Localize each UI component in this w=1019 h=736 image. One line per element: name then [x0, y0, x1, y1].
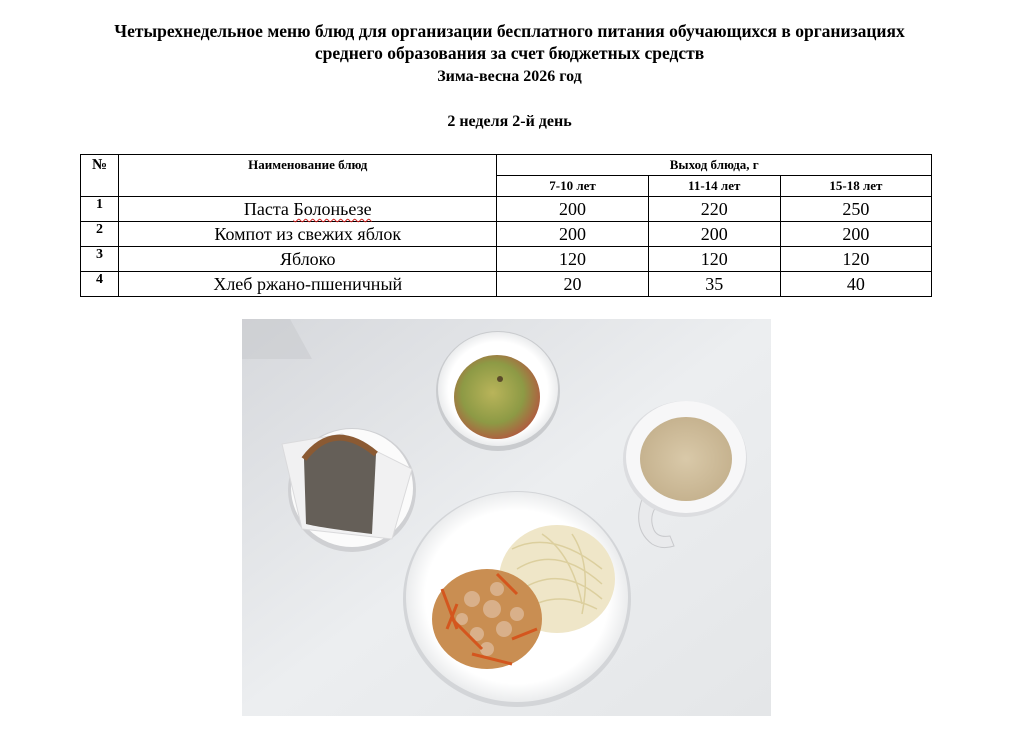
table-row	[81, 247, 932, 272]
compote-liquid	[640, 417, 732, 501]
week-day-label: 2 неделя 2-й день	[447, 113, 572, 130]
header-age-11-14: 11-14 лет	[648, 176, 780, 197]
apple	[454, 355, 540, 439]
header-age-7-10: 7-10 лет	[497, 176, 648, 197]
row-number: 2	[81, 222, 119, 247]
title-line-2: среднего образования за счет бюджетных средств	[314, 43, 705, 63]
yield-7-10: 200	[497, 197, 648, 222]
yield-7-10: 120	[497, 247, 648, 272]
apple-bowl	[436, 331, 560, 451]
season-label: Зима-весна 2026 год	[437, 68, 582, 85]
pasta-plate	[403, 491, 631, 707]
bread-slice	[304, 438, 376, 534]
dish-name-part: Паста	[243, 199, 294, 219]
header-num: №	[81, 155, 119, 197]
yield-15-18: 250	[780, 197, 931, 222]
meal-photo	[242, 319, 771, 716]
row-number: 4	[81, 272, 119, 297]
table-row	[81, 222, 932, 247]
yield-11-14: 200	[648, 222, 780, 247]
yield-11-14: 35	[648, 272, 780, 297]
header-dish-name: Наименование блюд	[119, 155, 497, 197]
table-row	[81, 272, 932, 297]
yield-15-18: 200	[780, 222, 931, 247]
table-header-row	[81, 155, 932, 176]
menu-table	[80, 154, 932, 297]
dish-name: Яблоко	[119, 247, 497, 272]
yield-11-14: 120	[648, 247, 780, 272]
yield-7-10: 200	[497, 222, 648, 247]
table-row	[81, 197, 932, 222]
document-title	[0, 20, 1019, 64]
yield-15-18: 40	[780, 272, 931, 297]
yield-15-18: 120	[780, 247, 931, 272]
dish-name: Хлеб ржано-пшеничный	[119, 272, 497, 297]
yield-11-14: 220	[648, 197, 780, 222]
row-number: 1	[81, 197, 119, 222]
title-line-1: Четырехнедельное меню блюд для организации бесплатного питания обучающихся в организациях	[114, 21, 905, 41]
row-number: 3	[81, 247, 119, 272]
yield-7-10: 20	[497, 272, 648, 297]
dish-name-spellcheck-word: Болоньезе	[293, 199, 372, 219]
header-yield: Выход блюда, г	[497, 155, 932, 176]
dish-name	[119, 197, 497, 222]
dish-name: Компот из свежих яблок	[119, 222, 497, 247]
header-age-15-18: 15-18 лет	[780, 176, 931, 197]
